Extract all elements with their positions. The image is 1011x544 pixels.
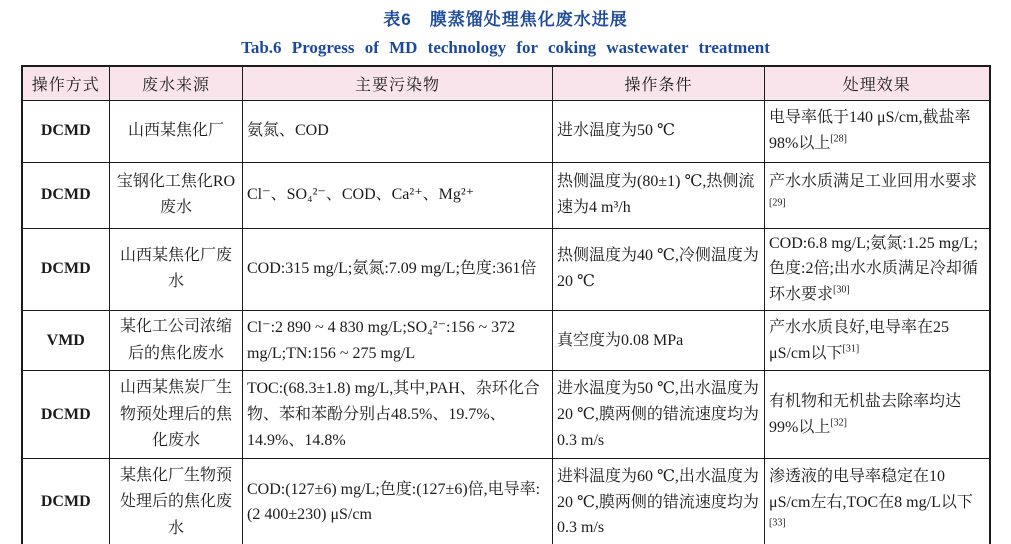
cell-main-pollutants: Cl⁻:2 890 ~ 4 830 mg/L;SO₄²⁻:156 ~ 372 mg/L;TN:156 ~ 275 mg/L [243,311,553,371]
cell-operation-mode: DCMD [22,162,110,228]
cell-treatment-effect [765,228,990,311]
cell-wastewater-source: 山西某焦化厂 [110,100,243,162]
cell-wastewater-source: 山西某焦炭厂生物预处理后的焦化废水 [110,371,243,459]
table-row [22,100,990,162]
cell-operating-conditions: 真空度为0.08 MPa [553,311,765,371]
cell-treatment-effect [765,371,990,459]
cell-main-pollutants: TOC:(68.3±1.8) mg/L,其中,PAH、杂环化合物、苯和苯酚分别占48.5%、19.7%、14.9%、14.8% [243,371,553,459]
col-header-wastewater-source: 废水来源 [110,66,243,100]
cell-operation-mode: VMD [22,311,110,371]
table-row [22,371,990,459]
col-header-operation-mode: 操作方式 [22,66,110,100]
cell-operation-mode: DCMD [22,228,110,311]
effect-text: 电导率低于140 μS/cm,截盐率98%以上 [769,109,971,152]
col-header-main-pollutants: 主要污染物 [243,66,553,100]
cell-operation-mode: DCMD [22,459,110,544]
cell-treatment-effect [765,459,990,544]
cell-wastewater-source: 某化工公司浓缩后的焦化废水 [110,311,243,371]
reference-marker: [31] [842,343,860,355]
effect-text: 产水水质良好,电导率在25 μS/cm以下 [769,318,950,362]
cell-wastewater-source: 山西某焦化厂废水 [110,228,243,311]
table-row [22,459,990,544]
cell-main-pollutants: 氨氮、COD [243,100,553,162]
table-title-english: Tab.6 Progress of MD technology for coking wastewater treatment [241,38,770,57]
reference-marker: [28] [830,133,848,145]
col-header-treatment-effect: 处理效果 [765,66,990,100]
header-row [22,66,990,100]
cell-operating-conditions: 进水温度为50 ℃ [553,100,765,162]
cell-operating-conditions: 热侧温度为40 ℃,冷侧温度为20 ℃ [553,228,765,311]
effect-text: 渗透液的电导率稳定在10 μS/cm左右,TOC在8 mg/L以下 [769,467,973,511]
cell-operating-conditions: 进水温度为50 ℃,出水温度为20 ℃,膜两侧的错流速度均为0.3 m/s [553,371,765,459]
table-row [22,228,990,311]
effect-text: COD:6.8 mg/L;氨氮:1.25 mg/L;色度:2倍;出水水质满足冷却循环水要求 [769,234,978,304]
table-row [22,311,990,371]
cell-main-pollutants: COD:315 mg/L;氨氮:7.09 mg/L;色度:361倍 [243,228,553,311]
md-progress-table [21,65,991,544]
cell-main-pollutants: Cl⁻、SO₄²⁻、COD、Ca²⁺、Mg²⁺ [243,162,553,228]
reference-marker: [30] [833,284,850,296]
cell-operation-mode: DCMD [22,371,110,459]
cell-treatment-effect [765,311,990,371]
reference-marker: [32] [830,417,848,429]
cell-operating-conditions: 进料温度为60 ℃,出水温度为20 ℃,膜两侧的错流速度均为0.3 m/s [553,459,765,544]
cell-main-pollutants: COD:(127±6) mg/L;色度:(127±6)倍,电导率:(2 400±230) μS/cm [243,459,553,544]
reference-marker: [33] [769,518,786,530]
table-row [22,162,990,228]
cell-treatment-effect [765,100,990,162]
cell-operating-conditions: 热侧温度为(80±1) ℃,热侧流速为4 m³/h [553,162,765,228]
table-title-chinese: 表6 膜蒸馏处理焦化废水进展 [383,10,628,29]
col-header-operating-conditions: 操作条件 [553,66,765,100]
cell-treatment-effect [765,162,990,228]
reference-marker: [29] [769,197,786,209]
effect-text: 有机物和无机盐去除率均达99%以上 [769,392,962,436]
cell-operation-mode: DCMD [22,100,110,162]
effect-text: 产水水质满足工业回用水要求 [769,173,978,191]
cell-wastewater-source: 某焦化厂生物预处理后的焦化废水 [110,459,243,544]
cell-wastewater-source: 宝钢化工焦化RO废水 [110,162,243,228]
